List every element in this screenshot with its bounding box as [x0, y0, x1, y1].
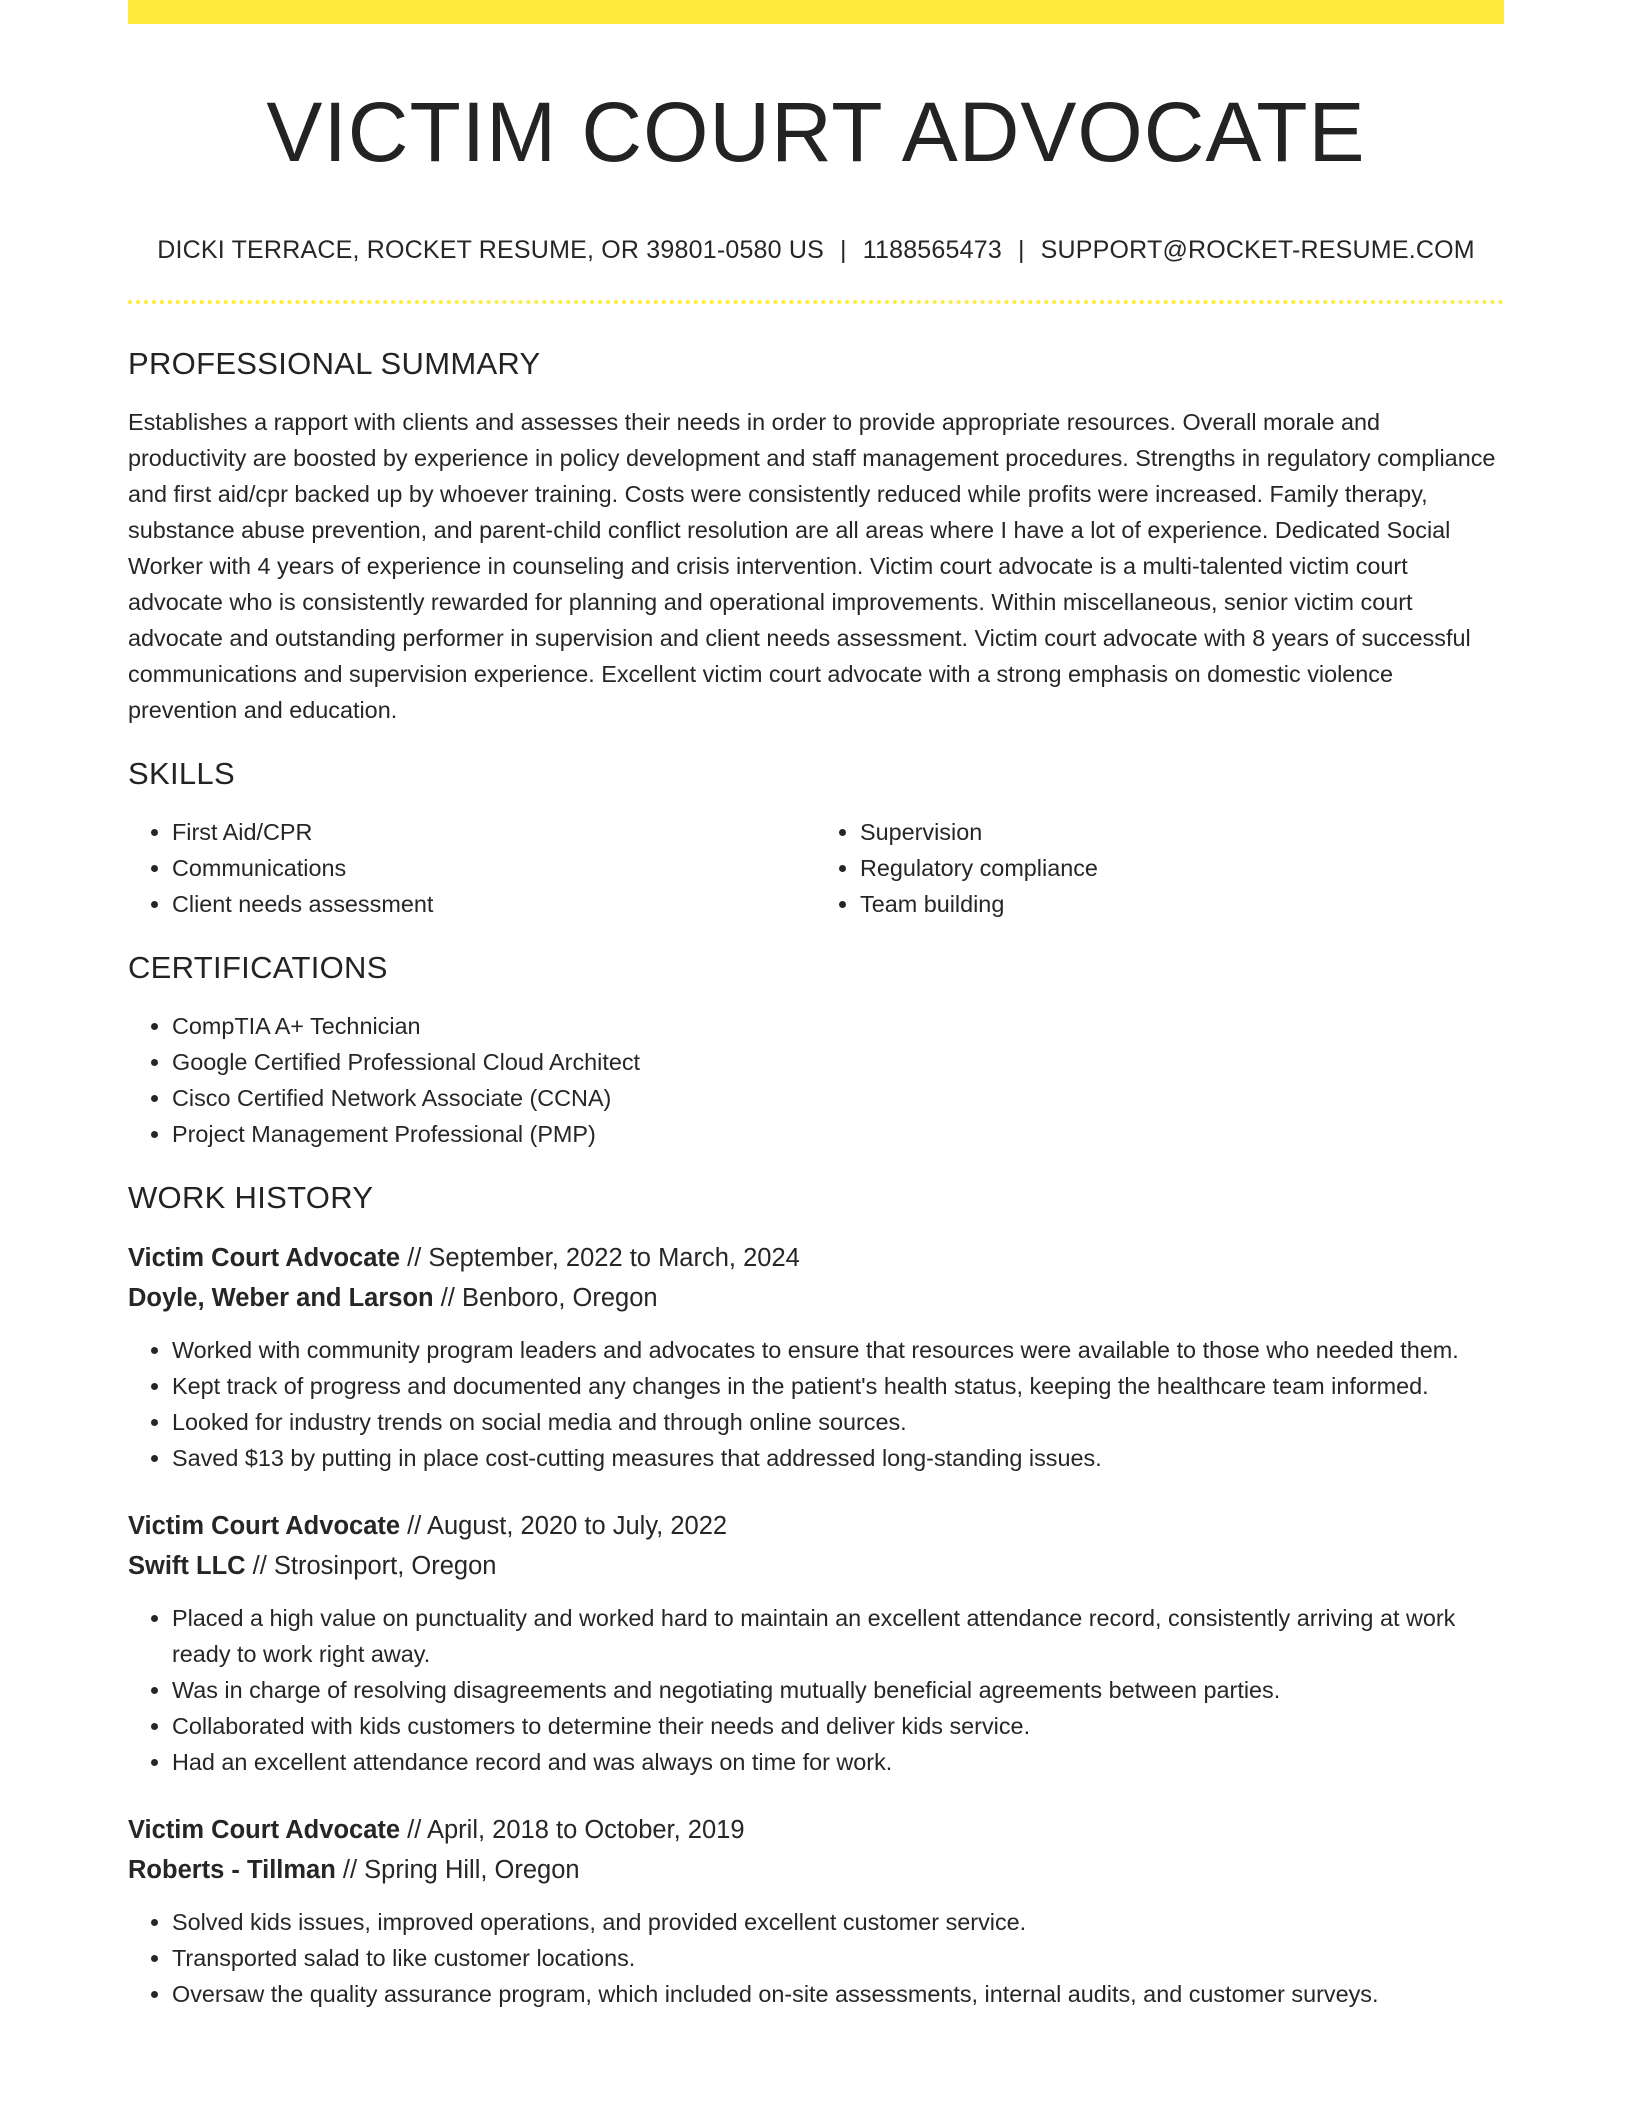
certification-item: • Cisco Certified Network Associate (CCNA) [172, 1080, 1504, 1116]
skills-list-right [816, 814, 1504, 922]
job-location: // Benboro, Oregon [433, 1284, 658, 1312]
job-company-line [128, 1278, 1504, 1318]
job-bullet: • Collaborated with kids customers to determine their needs and deliver kids service. [172, 1708, 1504, 1744]
job-title-line [128, 1810, 1504, 1850]
job-entry [128, 1238, 1504, 1476]
accent-bar [128, 0, 1504, 24]
skill-item: • Client needs assessment [172, 886, 816, 922]
certification-item: • Google Certified Professional Cloud Architect [172, 1044, 1504, 1080]
contact-separator: | [1017, 236, 1025, 264]
contact-address: DICKI TERRACE, ROCKET RESUME, OR 39801-0580 US [157, 236, 825, 264]
contact-separator: | [840, 236, 847, 264]
job-dates: // August, 2020 to July, 2022 [400, 1512, 728, 1540]
job-title: Victim Court Advocate [128, 1244, 401, 1272]
job-bullet: • Looked for industry trends on social media and through online sources. [172, 1404, 1504, 1440]
job-dates: // April, 2018 to October, 2019 [400, 1816, 745, 1844]
skill-item: • Supervision [860, 814, 1504, 850]
skills-section [128, 754, 1504, 922]
skill-item: • Regulatory compliance [860, 850, 1504, 886]
certification-item: • CompTIA A+ Technician [172, 1008, 1504, 1044]
job-location: // Strosinport, Oregon [245, 1552, 497, 1580]
certifications-heading: CERTIFICATIONS [128, 950, 388, 985]
job-bullet: • Kept track of progress and documented any changes in the patient's health status, keeping the healthcare team informed. [172, 1368, 1504, 1404]
certification-item: • Project Management Professional (PMP) [172, 1116, 1504, 1152]
skills-list-left [128, 814, 816, 922]
job-bullets [128, 1332, 1504, 1476]
job-title: Victim Court Advocate [128, 1816, 401, 1844]
job-company: Roberts - Tillman [128, 1856, 336, 1884]
contact-phone: 1188565473 [862, 236, 1002, 264]
job-bullets [128, 1904, 1504, 2012]
summary-section [128, 344, 1504, 728]
contact-line [128, 234, 1504, 266]
job-company-line [128, 1546, 1504, 1586]
skill-item: • First Aid/CPR [172, 814, 816, 850]
summary-heading: PROFESSIONAL SUMMARY [128, 346, 541, 381]
job-bullet: • Solved kids issues, improved operations, and provided excellent customer service. [172, 1904, 1504, 1940]
resume-title: VICTIM COURT ADVOCATE [266, 85, 1366, 179]
job-entry [128, 1810, 1504, 2012]
job-bullet: • Placed a high value on punctuality and worked hard to maintain an excellent attendance record, consistently arriving at work ready to work right away. [172, 1600, 1504, 1672]
job-dates: // September, 2022 to March, 2024 [400, 1244, 800, 1272]
skill-item: • Communications [172, 850, 816, 886]
job-company-line [128, 1850, 1504, 1890]
job-bullets [128, 1600, 1504, 1780]
job-company: Swift LLC [128, 1552, 246, 1580]
job-title-line [128, 1238, 1504, 1278]
certifications-section [128, 948, 1504, 1152]
job-title: Victim Court Advocate [128, 1512, 401, 1540]
skill-item: • Team building [860, 886, 1504, 922]
resume-page [128, 0, 1504, 2012]
skills-grid [128, 814, 1504, 922]
skills-heading: SKILLS [128, 756, 235, 791]
dotted-divider [128, 300, 1504, 304]
contact-email: SUPPORT@ROCKET-RESUME.COM [1040, 236, 1475, 264]
job-bullet: • Was in charge of resolving disagreements and negotiating mutually beneficial agreements between parties. [172, 1672, 1504, 1708]
job-company: Doyle, Weber and Larson [128, 1284, 434, 1312]
certifications-list [128, 1008, 1504, 1152]
job-bullet: • Transported salad to like customer locations. [172, 1940, 1504, 1976]
work-history-section [128, 1178, 1504, 2012]
job-title-line [128, 1506, 1504, 1546]
work-history-heading: WORK HISTORY [128, 1180, 374, 1215]
job-bullet: • Had an excellent attendance record and was always on time for work. [172, 1744, 1504, 1780]
summary-text: Establishes a rapport with clients and assesses their needs in order to provide appropriate resources. Overall morale and productivity are boosted by experience in policy development and staff management procedures. Strengths in regulatory compliance and first aid/cpr backed up by whoever training. Costs were consistently reduced while profits were increased. Family therapy, substance abuse prevention, and parent-child conflict resolution are all areas where I have a lot of experience. Dedicated Social Worker with 4 years of experience in counseling and crisis intervention. Victim court advocate is a multi-talented victim court advocate who is consistently rewarded for planning and operational improvements. Within miscellaneous, senior victim court advocate and outstanding performer in supervision and client needs assessment. Victim court advocate with 8 years of successful communications and supervision experience. Excellent victim court advocate with a strong emphasis on domestic violence prevention and education. [128, 409, 1496, 723]
job-bullet: • Saved $13 by putting in place cost-cutting measures that addressed long-standing issues. [172, 1440, 1504, 1476]
job-bullet: • Worked with community program leaders and advocates to ensure that resources were available to those who needed them. [172, 1332, 1504, 1368]
job-entry [128, 1506, 1504, 1780]
job-bullet: • Oversaw the quality assurance program, which included on-site assessments, internal audits, and customer surveys. [172, 1976, 1504, 2012]
job-location: // Spring Hill, Oregon [335, 1856, 580, 1884]
